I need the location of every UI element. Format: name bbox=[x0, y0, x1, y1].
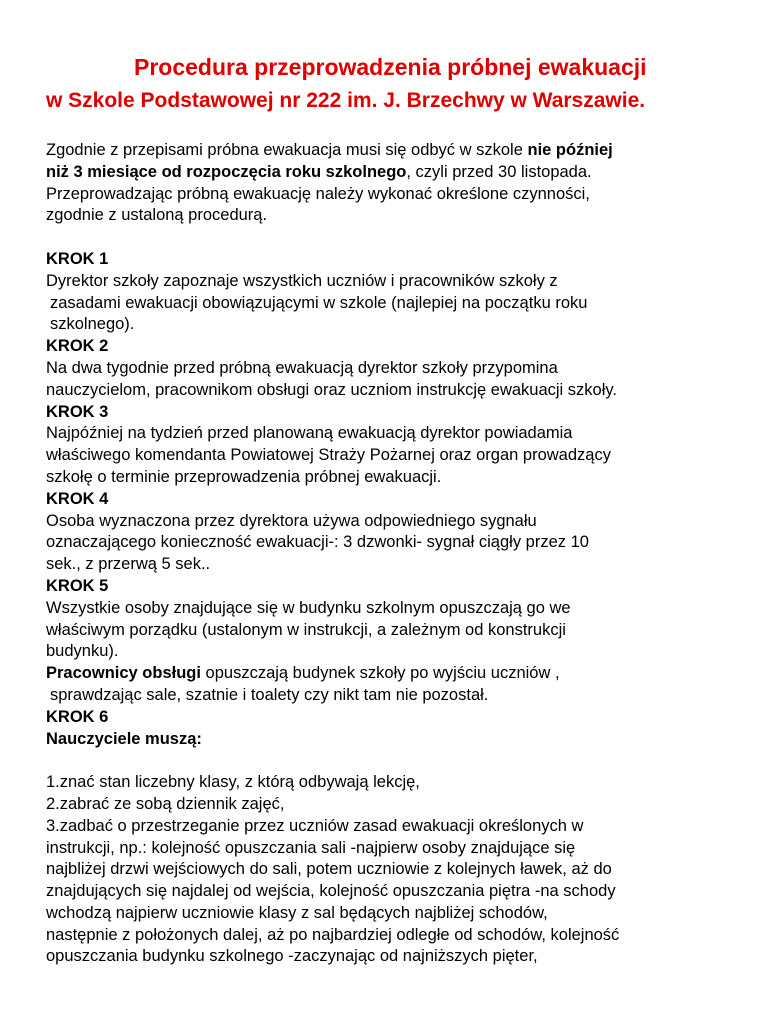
step-6-subheading: Nauczyciele muszą: bbox=[46, 729, 202, 748]
step-4-line: Osoba wyznaczona przez dyrektora używa odpowiedniego sygnału bbox=[46, 511, 537, 530]
intro-line-2 bbox=[46, 162, 746, 184]
step-6-line: 3.zadbać o przestrzeganie przez uczniów zasad ewakuacji określonych w bbox=[46, 816, 584, 835]
document-title-line-1: Procedura przeprowadzenia próbnej ewakuacji bbox=[134, 54, 647, 80]
intro-line-1 bbox=[46, 140, 746, 162]
step-5-line: właściwym porządku (ustalonym w instrukcji, a zależnym od konstrukcji bbox=[46, 620, 566, 639]
staff-emphasis: Pracownicy obsługi bbox=[46, 664, 201, 683]
step-1-heading: KROK 1 bbox=[46, 249, 109, 268]
intro-line-3: Przeprowadzając próbną ewakuację należy wykonać określone czynności, bbox=[46, 184, 590, 203]
step-6-line: instrukcji, np.: kolejność opuszczania sali -najpierw osoby znajdujące się bbox=[46, 838, 576, 857]
step-6-line: wchodzą najpierw uczniowie klasy z sal będących najbliżej schodów, bbox=[46, 903, 548, 922]
step-5-staff-line-2: sprawdzając sale, szatnie i toalety czy nikt tam nie pozostał. bbox=[50, 685, 489, 704]
step-2-line: Na dwa tygodnie przed próbną ewakuacją dyrektor szkoły przypomina bbox=[46, 358, 558, 377]
step-1-line: szkolnego). bbox=[50, 315, 135, 334]
step-3-heading: KROK 3 bbox=[46, 402, 109, 421]
step-1-line: Dyrektor szkoły zapoznaje wszystkich uczniów i pracowników szkoły z bbox=[46, 271, 558, 290]
step-5-staff-line-1 bbox=[46, 663, 746, 685]
step-6-line: następnie z położonych dalej, aż po najbardziej odległe od schodów, kolejność bbox=[46, 925, 620, 944]
spacer bbox=[46, 750, 746, 772]
step-6-line: opuszczania budynku szkolnego -zaczynając od najniższych pięter, bbox=[46, 947, 538, 966]
intro-emphasis: niż 3 miesiące od rozpoczęcia roku szkolnego bbox=[46, 162, 407, 181]
step-6-line: 1.znać stan liczebny klasy, z którą odbywają lekcję, bbox=[46, 773, 420, 792]
staff-text: opuszczają budynek szkoły po wyjściu uczniów , bbox=[200, 664, 560, 683]
spacer bbox=[46, 227, 746, 249]
intro-text: Zgodnie z przepisami próbna ewakuacja musi się odbyć w szkole bbox=[46, 141, 528, 159]
step-6-line: 2.zabrać ze sobą dziennik zajęć, bbox=[46, 794, 285, 813]
step-5-line: Wszystkie osoby znajdujące się w budynku szkolnym opuszczają go we bbox=[46, 598, 571, 617]
step-5-heading: KROK 5 bbox=[46, 576, 109, 595]
step-4-line: oznaczającego konieczność ewakuacji-: 3 dzwonki- sygnał ciągły przez 10 bbox=[46, 533, 589, 552]
step-4-line: sek., z przerwą 5 sek.. bbox=[46, 555, 211, 574]
step-6-line: znajdujących się najdalej od wejścia, kolejność opuszczania piętra -na schody bbox=[46, 882, 616, 901]
step-6-heading: KROK 6 bbox=[46, 707, 109, 726]
intro-text: , czyli przed 30 listopada. bbox=[406, 162, 592, 181]
step-1-line: zasadami ewakuacji obowiązującymi w szkole (najlepiej na początku roku bbox=[50, 293, 588, 312]
step-4-heading: KROK 4 bbox=[46, 489, 109, 508]
intro-line-4: zgodnie z ustaloną procedurą. bbox=[46, 206, 268, 225]
step-5-line: budynku). bbox=[46, 642, 119, 661]
document-title-line-2: w Szkole Podstawowej nr 222 im. J. Brzechwy w Warszawie. bbox=[46, 89, 646, 112]
step-2-heading: KROK 2 bbox=[46, 337, 109, 356]
step-6-line: najbliżej drzwi wejściowych do sali, potem uczniowie z kolejnych ławek, aż do bbox=[46, 860, 612, 879]
step-3-line: właściwego komendanta Powiatowej Straży Pożarnej oraz organ prowadzący bbox=[46, 446, 611, 465]
document-body bbox=[46, 140, 746, 968]
step-3-line: szkołę o terminie przeprowadzenia próbnej ewakuacji. bbox=[46, 467, 442, 486]
intro-emphasis: nie później bbox=[527, 141, 613, 159]
step-2-line: nauczycielom, pracownikom obsługi oraz uczniom instrukcję ewakuacji szkoły. bbox=[46, 380, 618, 399]
step-3-line: Najpóźniej na tydzień przed planowaną ewakuacją dyrektor powiadamia bbox=[46, 424, 573, 443]
